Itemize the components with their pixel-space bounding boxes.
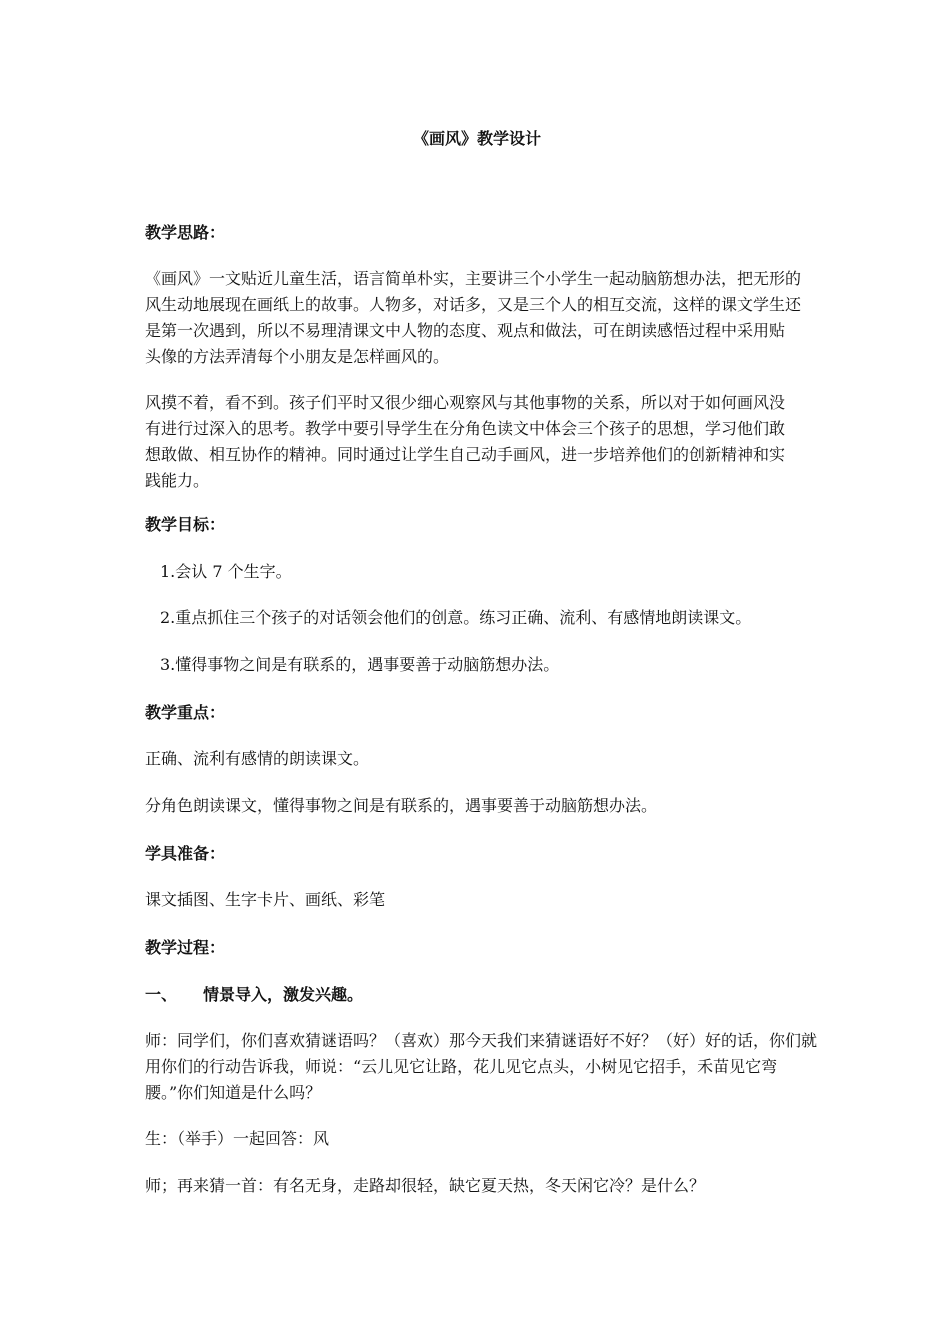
materials-text: 课文插图、生字卡片、画纸、彩笔 — [145, 890, 386, 909]
document-title: 《画风》教学设计 — [413, 129, 542, 148]
dialogue-student-1: 生：（举手）一起回答：风 — [145, 1129, 330, 1148]
goal-item-1: 1.会认 7 个生字。 — [160, 562, 292, 581]
goal-item-3: 3.懂得事物之间是有联系的，遇事要善于动脑筋想办法。 — [160, 655, 560, 674]
paragraph-line: 腰。”你们知道是什么吗？ — [145, 1083, 322, 1102]
heading-materials: 学具准备： — [145, 844, 226, 863]
paragraph-line: 用你们的行动告诉我，师说：“云儿见它让路，花儿见它点头，小树见它招手，禾苗见它弯 — [145, 1057, 778, 1076]
goal-item-2: 2.重点抓住三个孩子的对话领会他们的创意。练习正确、流利、有感情地朗读课文。 — [160, 608, 752, 627]
paragraph-line: 是第一次遇到，所以不易理清课文中人物的态度、观点和做法，可在朗读感悟过程中采用贴 — [145, 321, 786, 340]
key-point-1: 正确、流利有感情的朗读课文。 — [145, 749, 370, 768]
key-point-2: 分角色朗读课文，懂得事物之间是有联系的，遇事要善于动脑筋想办法。 — [145, 796, 658, 815]
paragraph-line: 想敢做、相互协作的精神。同时通过让学生自己动手画风，进一步培养他们的创新精神和实 — [145, 445, 786, 464]
dialogue-teacher-1 — [145, 1028, 817, 1106]
dialogue-teacher-2: 师；再来猜一首：有名无身，走路却很轻，缺它夏天热，冬天闲它冷？是什么？ — [145, 1176, 706, 1195]
heading-process: 教学过程： — [145, 938, 226, 957]
paragraph-line: 《画风》一文贴近儿童生活，语言简单朴实，主要讲三个小学生一起动脑筋想办法，把无形的 — [145, 269, 802, 288]
paragraph-line: 风生动地展现在画纸上的故事。人物多，对话多，又是三个人的相互交流，这样的课文学生还 — [145, 295, 802, 314]
paragraph-thinking-2 — [145, 390, 785, 494]
paragraph-line: 践能力。 — [145, 471, 210, 490]
heading-teaching-goals: 教学目标： — [145, 515, 226, 534]
paragraph-line: 风摸不着，看不到。孩子们平时又很少细心观察风与其他事物的关系，所以对于如何画风没 — [145, 393, 786, 412]
heading-teaching-thinking: 教学思路： — [145, 223, 226, 242]
step-title: 情景导入，激发兴趣。 — [203, 985, 364, 1004]
paragraph-line: 师：同学们，你们喜欢猜谜语吗？（喜欢）那今天我们来猜谜语好不好？（好）好的话，你们就 — [145, 1031, 818, 1050]
paragraph-thinking-1 — [145, 266, 801, 370]
paragraph-line: 头像的方法弄清每个小朋友是怎样画风的。 — [145, 347, 450, 366]
step-number: 一、 — [145, 985, 178, 1004]
paragraph-line: 有进行过深入的思考。教学中要引导学生在分角色读文中体会三个孩子的思想，学习他们敢 — [145, 419, 786, 438]
heading-key-points: 教学重点： — [145, 703, 226, 722]
